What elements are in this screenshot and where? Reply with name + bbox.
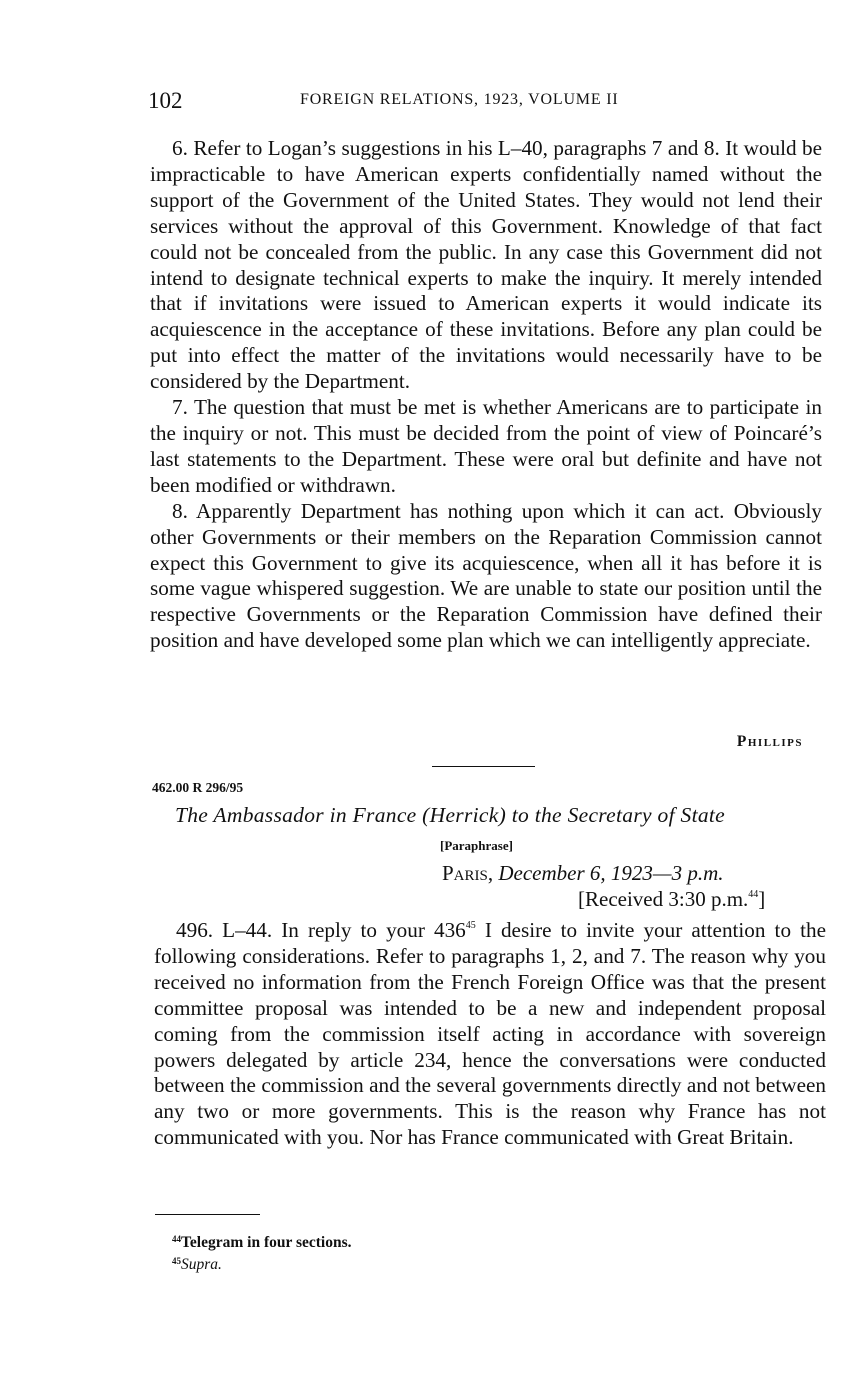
footnote-ref-45: 45	[465, 920, 476, 931]
received-line	[578, 887, 765, 912]
dateline-date: December 6, 1923—3 p.m.	[498, 861, 724, 885]
footnote-text: Telegram in four sections.	[181, 1234, 352, 1251]
footnote-mark: 45	[172, 1256, 181, 1266]
document-title: The Ambassador in France (Herrick) to the Secretary of State	[175, 803, 726, 827]
footnote-ref-44: 44	[748, 889, 759, 900]
running-head	[148, 88, 828, 116]
paraphrase-note: [Paraphrase]	[440, 838, 513, 853]
body-rest: I desire to invite your attention to the following considerations. Refer to paragraphs 1, 2, and 7. The reason why you received no information from the French Foreign Office was that the present committee proposal was intended to be a new and independent proposal coming from the commission itself acting in accordance with sovereign powers delegated by article 234, hence the conversations were conducted between the commission and the several governments directly and not between any two or more governments. This is the reason why France has not communicated with you. Nor has France communicated with Great Britain.	[154, 918, 826, 1150]
received-text: [Received 3:30 p.m.	[578, 887, 749, 911]
footnote-rule	[155, 1214, 260, 1215]
paragraph-7: 7. The question that must be met is whether Americans are to participate in the inquiry or not. This must be decided from the point of view of Poincaré’s last statements to the Department. These were oral but definite and have not been modified or withdrawn.	[150, 395, 822, 497]
footnote-44	[172, 1230, 352, 1252]
second-document-body	[154, 918, 826, 1151]
body-start: 496. L–44. In reply to your 436	[176, 918, 466, 942]
paragraph-8: 8. Apparently Department has nothing upon which it can act. Obviously other Governments or their members on the Reparation Commission cannot expect this Government to give its acquiescence, when all it has before it is some vague whispered suggestion. We are unable to state our position until the respective Governments or the Reparation Commission have defined their position and have developed some plan which we can intelligently appreciate.	[150, 498, 822, 653]
signature: Phillips	[736, 733, 803, 750]
dateline	[442, 861, 723, 886]
footnote-mark: 44	[172, 1234, 181, 1244]
received-close: ]	[758, 887, 766, 911]
paragraph-6: 6. Refer to Logan’s suggestions in his L–40, paragraphs 7 and 8. It would be impracticable to have American experts confidentially named without the support of the Government of the United States. They would not lend their services without the approval of this Government. Knowledge of that fact could not be concealed from the public. In any case this Government did not intend to designate technical experts to make the inquiry. It merely intended that if invitations were issued to American experts it would indicate its acquiescence in the acceptance of these invitations. Before any plan could be put into effect the matter of the invitations would necessarily have to be considered by the Department.	[150, 136, 822, 394]
page-number: 102	[148, 88, 183, 113]
footnote-text: Supra.	[181, 1256, 222, 1273]
footnotes	[172, 1230, 352, 1274]
first-document-body	[150, 136, 822, 654]
file-number: 462.00 R 296/95	[152, 780, 244, 795]
dateline-place: Paris,	[442, 861, 494, 885]
running-title: FOREIGN RELATIONS, 1923, VOLUME II	[300, 91, 619, 108]
footnote-45	[172, 1252, 352, 1274]
section-divider	[432, 766, 535, 767]
paragraph-496	[154, 918, 826, 1151]
